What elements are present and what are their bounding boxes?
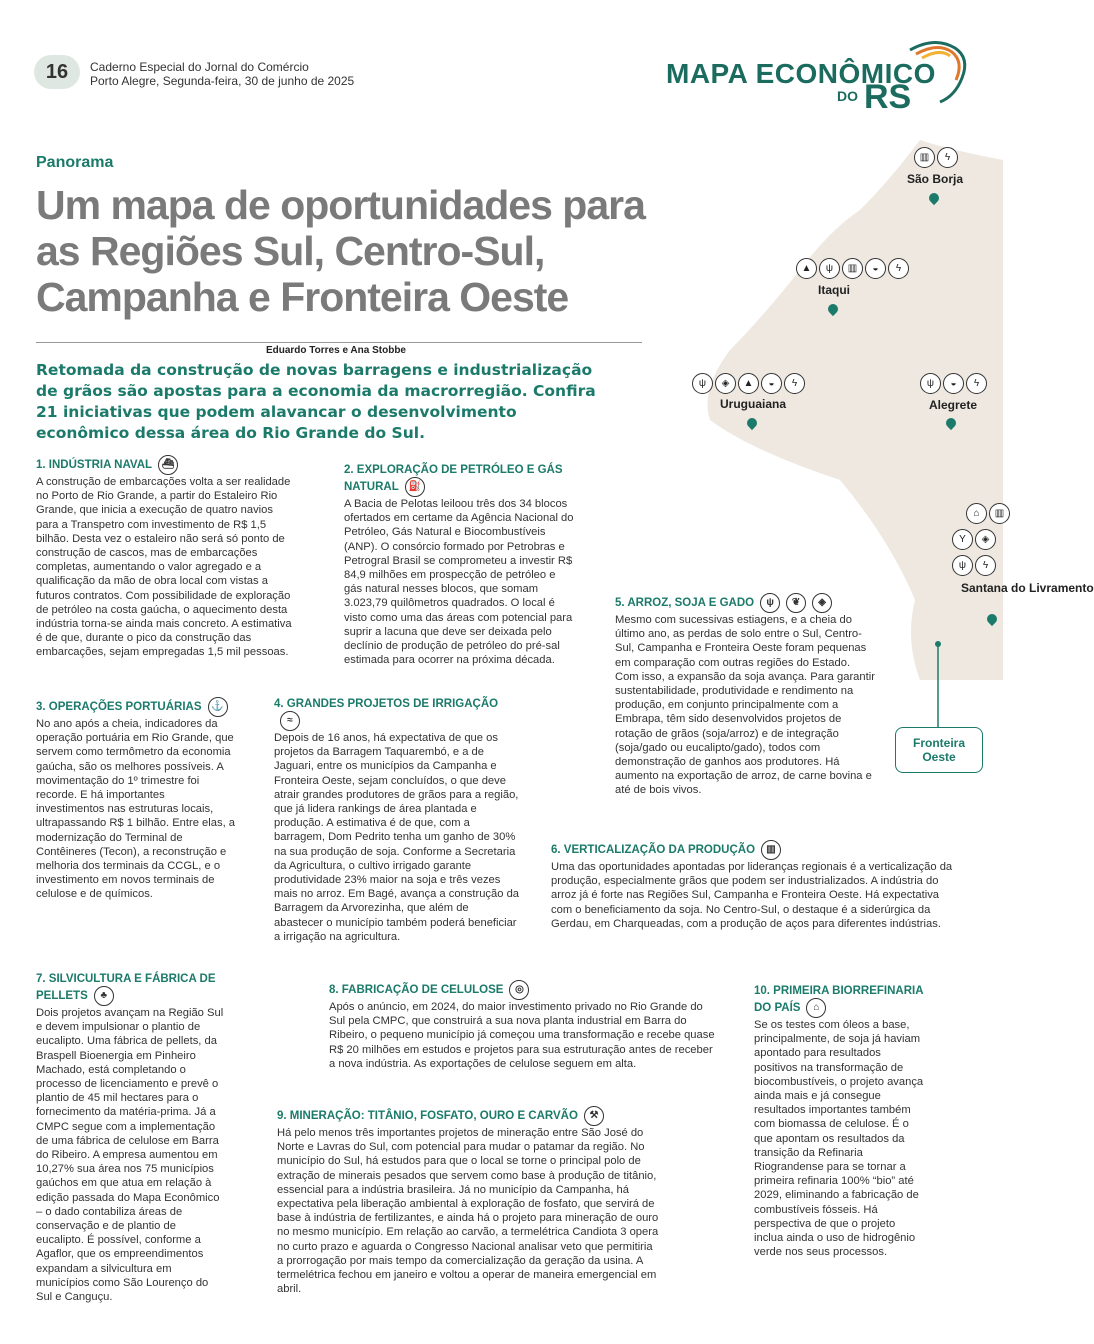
- map-icons-sao-borja: [914, 147, 960, 168]
- page-number: 16: [34, 55, 80, 89]
- section-heading: [36, 972, 226, 1006]
- map-icons-alegrete: [920, 373, 989, 394]
- section-body: A Bacia de Pelotas leiloou três dos 34 blocos ofertados em certame da Agência Nacional do Petróleo, Gás Natural e Biocombustíveis (ANP). O consórcio formado por Petrobras e Petrogral Brasil se comprometeu a investir R$ 84,9 milhões em prospecção de petróleo e gás natural nesses blocos, que somam 3.023,79 quilômetros quadrados. O local é visto como uma das áreas com potencial para suprir a lacuna que deve ser deixada pelo declínio de produção de petróleo do pré-sal estimada para ocorrer na próxima década.: [344, 498, 574, 667]
- section-heading: [274, 697, 520, 731]
- section-title: 6. VERTICALIZAÇÃO DA PRODUÇÃO: [551, 844, 756, 857]
- cattle-icon: ◈: [715, 373, 736, 394]
- grain-icon: ψ: [952, 555, 973, 576]
- energy-icon: ϟ: [784, 373, 805, 394]
- newspaper-header: [90, 60, 354, 88]
- map-icons-uruguaiana: [692, 373, 807, 394]
- section-heading: [329, 980, 721, 1000]
- section-title: 8. FABRICAÇÃO DE CELULOSE: [329, 984, 504, 997]
- section-3: [36, 697, 236, 902]
- cattle-icon: ◈: [975, 529, 996, 550]
- section-6: [551, 840, 963, 931]
- place-sao-borja: São Borja: [907, 172, 964, 186]
- factory-icon: ▥: [914, 147, 935, 168]
- map-icons-santana: [966, 503, 1026, 524]
- byline-text: Eduardo Torres e Ana Stobbe: [265, 345, 406, 356]
- section-title: 1. INDÚSTRIA NAVAL: [36, 459, 153, 472]
- energy-icon: ϟ: [966, 373, 987, 394]
- section-1: [36, 455, 298, 660]
- education-icon: ◒: [943, 373, 964, 394]
- byline: [36, 342, 642, 356]
- soy-icon: ❦: [786, 593, 806, 613]
- ship-icon: ⛴: [158, 455, 178, 475]
- section-title: 4. GRANDES PROJETOS DE IRRIGAÇÃO: [274, 698, 499, 710]
- logo-rs: RS: [864, 78, 912, 116]
- section-heading: [754, 984, 924, 1018]
- grain-icon: ψ: [692, 373, 713, 394]
- section-body: Depois de 16 anos, há expectativa de que os projetos da Barragem Taquarembó, e a de Jaguari, entre os municípios da Campanha e Fronteira Oeste, sejam concluídos, o que deve atrair grandes produtores de grãos para a região, que já lidera rankings de área plantada e produção. A estimativa é de que, com a barragem, Dom Pedrito tenha um ganho de 30% na sua produção de soja. Conforme a Secretaria da Agricultura, o cultivo irrigado garante produtividade 23% maior na soja e três vezes mais no arroz. Em Bagé, avança a construção da Barragem da Arvorezinha, que além de abastecer o município também poderá beneficiar a irrigação na agricultura.: [274, 732, 520, 943]
- tree-icon: ♣: [94, 986, 114, 1006]
- energy-icon: ϟ: [937, 147, 958, 168]
- place-itaqui: Itaqui: [818, 283, 850, 297]
- road-icon: ▲: [738, 373, 759, 394]
- map-icons-itaqui: [796, 258, 911, 279]
- place-uruguaiana: Uruguaiana: [720, 397, 787, 411]
- road-icon: ▲: [796, 258, 817, 279]
- section-body: Após o anúncio, em 2024, do maior investimento privado no Rio Grande do Sul pela CMPC, que construirá a sua nova planta industrial em Barra do Ribeiro, o pequeno município já começou uma transformação e recebe quase R$ 20 milhões em estudos e projetos para sua estruturação antes de receber a nova indústria. As exportações de celulose seguem em alta.: [329, 1001, 715, 1070]
- irrigation-icon: ≈: [280, 711, 300, 731]
- region-connector: [934, 640, 942, 730]
- section-8: [329, 980, 721, 1071]
- section-heading: [277, 1106, 659, 1126]
- region-label-fronteira-oeste: Fronteira Oeste: [895, 727, 983, 773]
- section-body: No ano após a cheia, indicadores da operação portuária em Rio Grande, que servem como termômetro da economia gaúcha, são os melhores possíveis. A movimentação do 1º trimestre foi recorde. E há importantes investimentos nas estruturas locais, ultrapassando R$ 1 bilhão. Entre elas, a modernização do Terminal de Contêineres (Tecon), a reconstrução e melhoria dos terminais da CCGL, e o investimento em novos terminais de celulose e de químicos.: [36, 718, 236, 901]
- section-body: Uma das oportunidades apontadas por lideranças regionais é a verticalização da produção, especialmente grãos que podem ser industrializados. A indústria do arroz já é forte nas Regiões Sul, Campanha e Fronteira Oeste. Há expectativa com o beneficiamento da soja. No Centro-Sul, o destaque é a siderúrgica da Gerdau, em Charqueadas, com a produção de aços para diferentes indústrias.: [551, 861, 953, 930]
- logo-do: DO: [837, 88, 858, 104]
- section-title: 9. MINERAÇÃO: TITÂNIO, FOSFATO, OURO E CARVÃO: [277, 1110, 578, 1123]
- section-9: [277, 1106, 659, 1296]
- map-icons-santana-row3: [952, 555, 1012, 576]
- section-body: Dois projetos avançam na Região Sul e devem impulsionar o plantio de eucalipto. Uma fábrica de pellets, da Braspell Bioenergia em Pinheiro Machado, está completando o processo de licenciamento e prevê o plantio de 45 mil hectares para o fornecimento da matéria-prima. Já a CMPC segue com a implementação de uma fábrica de celulose em Barra do Ribeiro. A empresa aumentou em 10,27% sua área nos 75 municípios gaúchos em que atua em relação à edição passada do Mapa Econômico – o dado contabiliza áreas de conservação e de plantio de eucalipto. É possível, conforme a Agaflor, que os empreendimentos expandam a silvicultura em municípios como São Lourenço do Sul e Canguçu.: [36, 1007, 224, 1304]
- section-heading: [551, 840, 963, 860]
- cattle-icon: ◈: [812, 593, 832, 613]
- map-icons-santana-row2: [952, 529, 1012, 550]
- section-kicker: Panorama: [36, 154, 114, 171]
- wine-icon: Y: [952, 529, 973, 550]
- headline: Um mapa de oportunidades para as Regiões Sul, Centro-Sul, Campanha e Fronteira Oeste: [36, 182, 645, 320]
- section-heading: [615, 593, 875, 613]
- factory-icon: ▥: [761, 840, 781, 860]
- factory-icon: ▥: [989, 503, 1010, 524]
- section-heading: [36, 455, 298, 475]
- section-body: Se os testes com óleos a base, principalmente, de soja já haviam apontado para resultados positivos na transformação de biocombustíveis, o projeto avança ainda mais e já consegue resultados importantes também com biomassa de celulose. É o que apontam os resultados da transição da Refinaria Riograndense para se tornar a primeira refinaria 100% “bio” até 2029, eliminando a fabricação de combustíveis fósseis. Há perspectiva de que o projeto inclua ainda o uso de hidrogênio verde nos seus processos.: [754, 1019, 924, 1259]
- paper-roll-icon: ◎: [509, 980, 529, 1000]
- energy-icon: ϟ: [888, 258, 909, 279]
- mining-icon: ⚒: [584, 1106, 604, 1126]
- grain-icon: ψ: [760, 593, 780, 613]
- section-heading: [36, 697, 236, 717]
- section-title: 7. SILVICULTURA E FÁBRICA DE PELLETS: [36, 973, 216, 1003]
- grain-icon: ψ: [920, 373, 941, 394]
- header-line-2: Porto Alegre, Segunda-feira, 30 de junho de 2025: [90, 74, 355, 88]
- port-icon: ⚓: [208, 697, 228, 717]
- section-body: Há pelo menos três importantes projetos de mineração entre São José do Norte e Lavras do Sul, com potencial para mudar o patamar da região. No município do Sul, há estudos para que o local se torne o principal polo de extração de minerais pesados que servem como base à produção de titânio, essencial para a indústria brasileira. Já no município da Campanha, há expectativa pela liberação ambiental à exploração de fosfato, que servirá de base à indústria de fertilizantes, e ainda há o projeto para mineração de ouro no mesmo município. Em relação ao carvão, a termelétrica Candiota 3 opera no curto prazo e aguarda o Congresso Nacional analisar veto que permitiria a prorrogação por mais tempo da comercialização da geração da usina. A termelétrica fechou em janeiro e voltou a operar de maneira emergencial em abril.: [277, 1127, 659, 1296]
- section-body: A construção de embarcações volta a ser realidade no Porto de Rio Grande, a partir do Estaleiro Rio Grande, que inicia a execução de quatro navios para a Transpetro com investimento de R$ 1,5 bilhão. Desta vez o estaleiro não será só ponto de construção de cascos, mas de embarcações completas, aumentando o valor agregado e a qualificação da mão de obra local com vistas a futuros contratos. Com possibilidade de exploração de petróleo na costa gaúcha, o aquecimento desta indústria torna-se ainda mais concreto. A estimativa é de que, durante o pico da construção das embarcações, sejam empregadas 1,5 mil pessoas.: [36, 476, 292, 659]
- refinery-icon: ⌂: [806, 998, 826, 1018]
- energy-icon: ϟ: [975, 555, 996, 576]
- oil-rig-icon: ⛽: [405, 477, 425, 497]
- section-heading: [344, 463, 576, 497]
- grain-icon: ψ: [819, 258, 840, 279]
- section-5: [615, 593, 875, 798]
- section-title: 10. PRIMEIRA BIORREFINARIA DO PAÍS: [754, 985, 924, 1015]
- place-alegrete: Alegrete: [929, 398, 978, 412]
- section-4: [274, 697, 520, 944]
- education-icon: ◒: [865, 258, 886, 279]
- place-santana-do-livramento: Santana do Livramento: [961, 581, 1094, 595]
- section-title: 5. ARROZ, SOJA E GADO: [615, 597, 755, 610]
- section-10: [754, 984, 924, 1259]
- header-line-1: Caderno Especial do Jornal do Comércio: [90, 60, 309, 74]
- factory-icon: ▥: [842, 258, 863, 279]
- museum-icon: ⌂: [966, 503, 987, 524]
- section-title: 2. EXPLORAÇÃO DE PETRÓLEO E GÁS NATURAL: [344, 464, 563, 494]
- lead-paragraph: Retomada da construção de novas barragens e industrialização de grãos são apostas para a economia da macrorregião. Confira 21 iniciativas que podem alavancar o desenvolvimento econômico dessa área do Rio Grande do Sul.: [36, 361, 596, 442]
- section-body: Mesmo com sucessivas estiagens, e a cheia do último ano, as perdas de solo entre o Sul, Centro-Sul, Campanha e Fronteira Oeste foram pequenas em comparação com outras regiões do Estado. Com isso, a expansão da soja avança. Para garantir sustentabilidade, produtividade e rendimento na produção, em conjunto principalmente com a Embrapa, têm sido desenvolvidos projetos de rotação de grãos (soja/arroz) e de integração (soja/gado ou eucalipto/gado), todos com demonstração de ganhos aos produtores. Há aumento na exportação de arroz, de carne bovina e até de bois vivos.: [615, 614, 875, 797]
- section-2: [344, 463, 576, 667]
- logo-title: MAPA ECONÔMICO: [666, 58, 936, 89]
- education-icon: ◒: [761, 373, 782, 394]
- rs-map-logo-icon: [900, 36, 972, 108]
- section-7: [36, 972, 226, 1304]
- section-title: 3. OPERAÇÕES PORTUÁRIAS: [36, 701, 202, 714]
